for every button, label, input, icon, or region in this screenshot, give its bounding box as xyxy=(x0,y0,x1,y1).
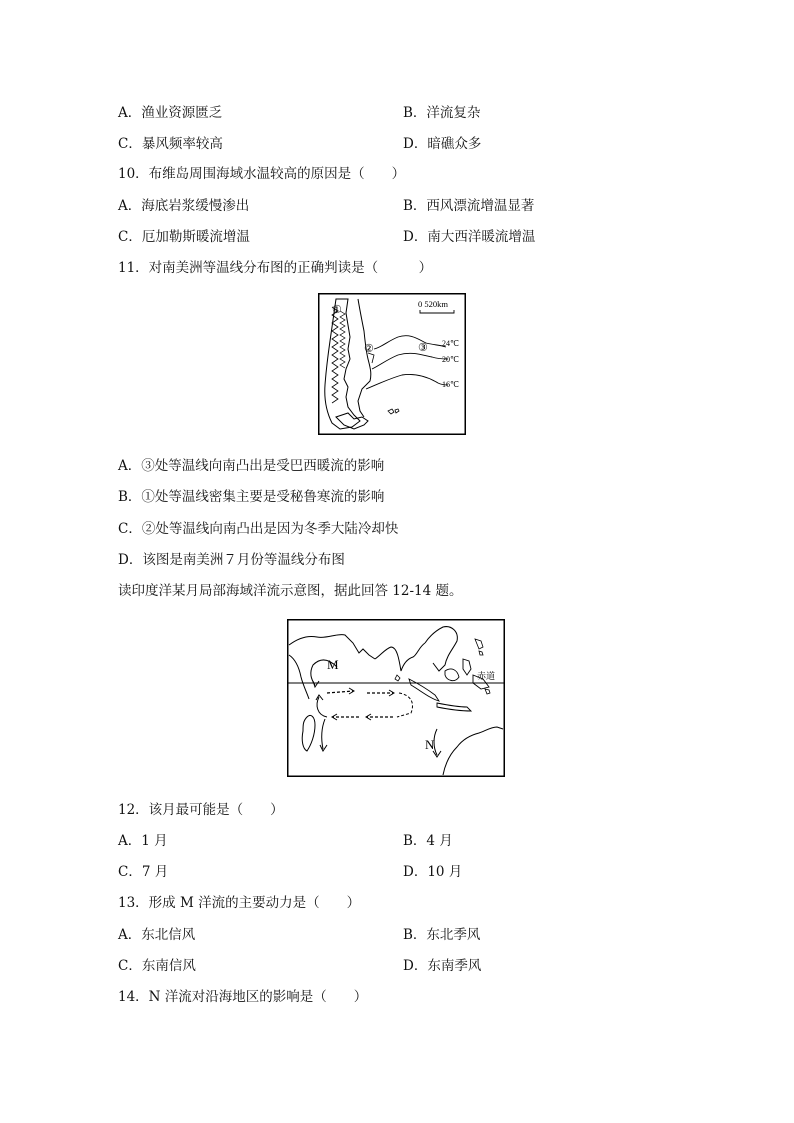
q9-option-a: A．渔业资源匮乏 xyxy=(118,105,223,121)
marker-2: ② xyxy=(364,343,374,355)
label-m: M xyxy=(327,657,339,672)
q9-option-b: B．洋流复杂 xyxy=(403,105,481,121)
q13-option-c: C．东南信风 xyxy=(118,958,196,974)
q13-stem: 13．形成 M 洋流的主要动力是（ ） xyxy=(118,895,361,911)
q10-option-b: B．西风漂流增温显著 xyxy=(403,198,535,214)
q10-stem: 10．布维岛周围海域水温较高的原因是（ ） xyxy=(118,166,406,182)
q14-stem: 14．N 洋流对沿海地区的影响是（ ） xyxy=(118,989,368,1005)
q11-option-b: B．①处等温线密集主要是受秘鲁寒流的影响 xyxy=(118,489,385,505)
q10-option-c: C．厄加勒斯暖流增温 xyxy=(118,229,250,245)
q11-option-c: C．②处等温线向南凸出是因为冬季大陆冷却快 xyxy=(118,521,399,537)
q9-option-c: C．暴风频率较高 xyxy=(118,136,223,152)
isotherm-24-label: 24℃ xyxy=(442,339,459,348)
q12-option-c: C．7 月 xyxy=(118,864,169,880)
isotherm-16-label: 16℃ xyxy=(442,380,459,389)
marker-1: ① xyxy=(332,304,342,316)
marker-3: ③ xyxy=(418,342,428,354)
q11-option-d: D．该图是南美洲７月份等温线分布图 xyxy=(118,552,345,568)
q10-option-a: A．海底岩浆缓慢渗出 xyxy=(118,198,250,214)
q12-option-d: D．10 月 xyxy=(403,864,463,880)
q12-stem: 12．该月最可能是（ ） xyxy=(118,802,284,818)
south-america-isotherm-map xyxy=(318,293,466,435)
indian-ocean-current-map xyxy=(287,619,505,777)
group-intro: 读印度洋某月局部海域洋流示意图，据此回答 12-14 题。 xyxy=(118,583,463,599)
q12-option-b: B．4 月 xyxy=(403,833,453,849)
scale-label: 0 520km xyxy=(418,299,448,309)
q11-stem: 11．对南美洲等温线分布图的正确判读是（ ） xyxy=(118,260,433,276)
q12-option-a: A．1 月 xyxy=(118,833,168,849)
label-n: N xyxy=(425,737,435,752)
q10-option-d: D．南大西洋暖流增温 xyxy=(403,229,536,245)
equator-label: 赤道 xyxy=(477,671,496,681)
q13-option-a: A．东北信风 xyxy=(118,927,196,943)
isotherm-20-label: 20℃ xyxy=(442,355,459,364)
map-frame xyxy=(288,620,505,777)
q9-option-d: D．暗礁众多 xyxy=(403,136,482,152)
q13-option-d: D．东南季风 xyxy=(403,958,482,974)
q11-option-a: A．③处等温线向南凸出是受巴西暖流的影响 xyxy=(118,458,385,474)
q13-option-b: B．东北季风 xyxy=(403,927,481,943)
